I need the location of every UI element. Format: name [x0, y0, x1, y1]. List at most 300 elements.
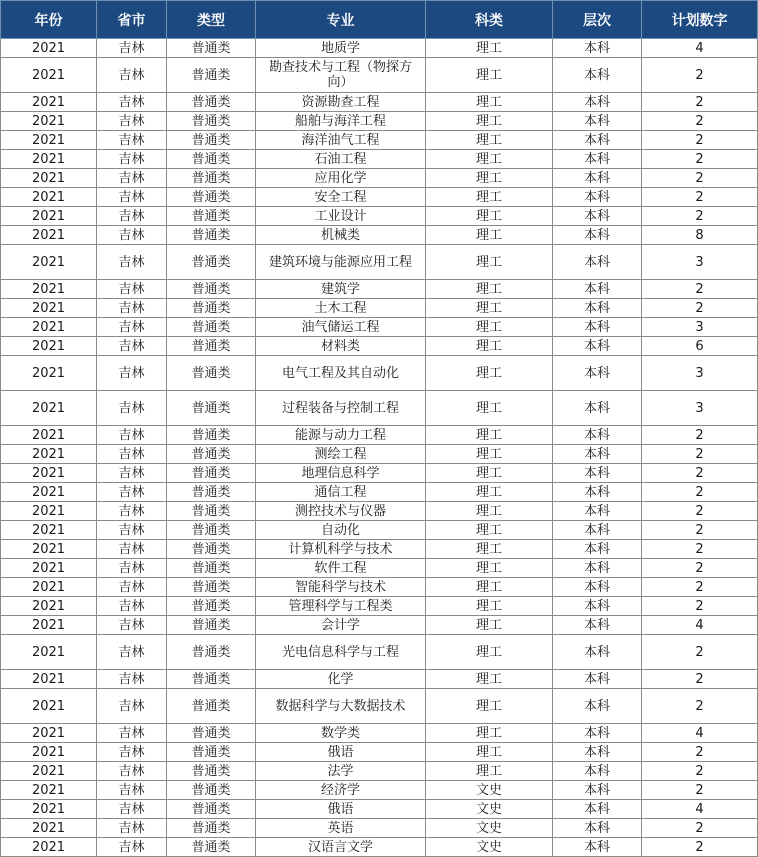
cell-year: 2021 — [1, 616, 97, 635]
cell-subject: 理工 — [426, 391, 553, 426]
cell-year: 2021 — [1, 838, 97, 857]
cell-year: 2021 — [1, 781, 97, 800]
cell-year: 2021 — [1, 800, 97, 819]
cell-subject: 理工 — [426, 318, 553, 337]
cell-subject: 理工 — [426, 743, 553, 762]
cell-level: 本科 — [553, 445, 642, 464]
cell-province: 吉林 — [97, 280, 167, 299]
cell-level: 本科 — [553, 280, 642, 299]
cell-major: 机械类 — [256, 226, 426, 245]
cell-type: 普通类 — [167, 207, 256, 226]
cell-subject: 理工 — [426, 280, 553, 299]
table-row — [1, 131, 758, 150]
cell-subject: 文史 — [426, 781, 553, 800]
cell-type: 普通类 — [167, 318, 256, 337]
cell-type: 普通类 — [167, 245, 256, 280]
cell-subject: 理工 — [426, 597, 553, 616]
cell-type: 普通类 — [167, 670, 256, 689]
cell-level: 本科 — [553, 781, 642, 800]
cell-plan-count: 2 — [642, 426, 758, 445]
cell-year: 2021 — [1, 502, 97, 521]
cell-plan-count: 2 — [642, 521, 758, 540]
cell-province: 吉林 — [97, 93, 167, 112]
table-row — [1, 299, 758, 318]
cell-year: 2021 — [1, 188, 97, 207]
cell-province: 吉林 — [97, 800, 167, 819]
cell-year: 2021 — [1, 245, 97, 280]
cell-province: 吉林 — [97, 337, 167, 356]
cell-province: 吉林 — [97, 112, 167, 131]
cell-major: 数据科学与大数据技术 — [256, 689, 426, 724]
cell-subject: 理工 — [426, 356, 553, 391]
cell-subject: 理工 — [426, 131, 553, 150]
cell-subject: 理工 — [426, 670, 553, 689]
cell-province: 吉林 — [97, 838, 167, 857]
table-header-row — [1, 1, 758, 39]
cell-type: 普通类 — [167, 445, 256, 464]
cell-level: 本科 — [553, 483, 642, 502]
cell-major: 化学 — [256, 670, 426, 689]
cell-province: 吉林 — [97, 670, 167, 689]
cell-major: 土木工程 — [256, 299, 426, 318]
cell-year: 2021 — [1, 112, 97, 131]
cell-type: 普通类 — [167, 540, 256, 559]
table-row — [1, 426, 758, 445]
header-subject: 科类 — [426, 1, 553, 39]
cell-level: 本科 — [553, 559, 642, 578]
cell-major: 船舶与海洋工程 — [256, 112, 426, 131]
cell-plan-count: 3 — [642, 356, 758, 391]
cell-level: 本科 — [553, 337, 642, 356]
header-year: 年份 — [1, 1, 97, 39]
cell-year: 2021 — [1, 426, 97, 445]
cell-major: 资源勘查工程 — [256, 93, 426, 112]
table-row — [1, 800, 758, 819]
cell-subject: 理工 — [426, 39, 553, 58]
cell-subject: 理工 — [426, 299, 553, 318]
cell-type: 普通类 — [167, 689, 256, 724]
cell-type: 普通类 — [167, 483, 256, 502]
cell-type: 普通类 — [167, 150, 256, 169]
cell-level: 本科 — [553, 93, 642, 112]
cell-level: 本科 — [553, 207, 642, 226]
cell-subject: 理工 — [426, 150, 553, 169]
cell-plan-count: 8 — [642, 226, 758, 245]
cell-province: 吉林 — [97, 781, 167, 800]
table-row — [1, 670, 758, 689]
cell-subject: 文史 — [426, 838, 553, 857]
cell-level: 本科 — [553, 464, 642, 483]
cell-subject: 理工 — [426, 464, 553, 483]
cell-year: 2021 — [1, 337, 97, 356]
cell-type: 普通类 — [167, 112, 256, 131]
cell-year: 2021 — [1, 391, 97, 426]
cell-plan-count: 2 — [642, 781, 758, 800]
cell-major: 数学类 — [256, 724, 426, 743]
cell-level: 本科 — [553, 597, 642, 616]
cell-plan-count: 2 — [642, 131, 758, 150]
cell-year: 2021 — [1, 635, 97, 670]
cell-level: 本科 — [553, 540, 642, 559]
cell-province: 吉林 — [97, 131, 167, 150]
cell-province: 吉林 — [97, 635, 167, 670]
cell-type: 普通类 — [167, 426, 256, 445]
cell-province: 吉林 — [97, 502, 167, 521]
cell-plan-count: 2 — [642, 559, 758, 578]
cell-province: 吉林 — [97, 743, 167, 762]
cell-year: 2021 — [1, 356, 97, 391]
cell-plan-count: 4 — [642, 39, 758, 58]
cell-subject: 理工 — [426, 502, 553, 521]
cell-type: 普通类 — [167, 838, 256, 857]
cell-level: 本科 — [553, 245, 642, 280]
cell-year: 2021 — [1, 819, 97, 838]
cell-year: 2021 — [1, 150, 97, 169]
cell-type: 普通类 — [167, 781, 256, 800]
cell-type: 普通类 — [167, 743, 256, 762]
cell-year: 2021 — [1, 464, 97, 483]
cell-subject: 理工 — [426, 762, 553, 781]
cell-type: 普通类 — [167, 356, 256, 391]
cell-level: 本科 — [553, 150, 642, 169]
cell-type: 普通类 — [167, 635, 256, 670]
cell-major: 电气工程及其自动化 — [256, 356, 426, 391]
cell-type: 普通类 — [167, 226, 256, 245]
cell-type: 普通类 — [167, 93, 256, 112]
cell-province: 吉林 — [97, 521, 167, 540]
cell-subject: 文史 — [426, 800, 553, 819]
table-row — [1, 391, 758, 426]
cell-level: 本科 — [553, 112, 642, 131]
cell-plan-count: 3 — [642, 318, 758, 337]
cell-major: 测绘工程 — [256, 445, 426, 464]
cell-level: 本科 — [553, 689, 642, 724]
cell-type: 普通类 — [167, 578, 256, 597]
cell-major: 应用化学 — [256, 169, 426, 188]
cell-major: 石油工程 — [256, 150, 426, 169]
cell-province: 吉林 — [97, 819, 167, 838]
cell-year: 2021 — [1, 559, 97, 578]
cell-year: 2021 — [1, 762, 97, 781]
cell-year: 2021 — [1, 743, 97, 762]
cell-level: 本科 — [553, 635, 642, 670]
cell-type: 普通类 — [167, 800, 256, 819]
cell-year: 2021 — [1, 670, 97, 689]
cell-year: 2021 — [1, 58, 97, 93]
cell-level: 本科 — [553, 838, 642, 857]
cell-type: 普通类 — [167, 502, 256, 521]
cell-province: 吉林 — [97, 559, 167, 578]
table-row — [1, 245, 758, 280]
cell-year: 2021 — [1, 318, 97, 337]
cell-type: 普通类 — [167, 391, 256, 426]
cell-plan-count: 2 — [642, 635, 758, 670]
cell-level: 本科 — [553, 521, 642, 540]
cell-province: 吉林 — [97, 689, 167, 724]
cell-year: 2021 — [1, 521, 97, 540]
cell-level: 本科 — [553, 426, 642, 445]
cell-subject: 理工 — [426, 635, 553, 670]
cell-plan-count: 2 — [642, 464, 758, 483]
cell-province: 吉林 — [97, 597, 167, 616]
cell-province: 吉林 — [97, 356, 167, 391]
cell-year: 2021 — [1, 207, 97, 226]
table-row — [1, 578, 758, 597]
cell-plan-count: 2 — [642, 743, 758, 762]
cell-province: 吉林 — [97, 245, 167, 280]
cell-plan-count: 2 — [642, 838, 758, 857]
table-row — [1, 169, 758, 188]
cell-plan-count: 4 — [642, 724, 758, 743]
cell-plan-count: 4 — [642, 616, 758, 635]
cell-level: 本科 — [553, 502, 642, 521]
cell-major: 自动化 — [256, 521, 426, 540]
cell-plan-count: 2 — [642, 483, 758, 502]
cell-major: 安全工程 — [256, 188, 426, 207]
cell-plan-count: 2 — [642, 112, 758, 131]
cell-year: 2021 — [1, 724, 97, 743]
table-row — [1, 521, 758, 540]
cell-major: 汉语言文学 — [256, 838, 426, 857]
cell-major: 勘查技术与工程（物探方向） — [256, 58, 426, 93]
cell-level: 本科 — [553, 39, 642, 58]
table-row — [1, 781, 758, 800]
cell-province: 吉林 — [97, 464, 167, 483]
cell-province: 吉林 — [97, 207, 167, 226]
cell-type: 普通类 — [167, 299, 256, 318]
cell-level: 本科 — [553, 131, 642, 150]
cell-major: 海洋油气工程 — [256, 131, 426, 150]
table-row — [1, 502, 758, 521]
cell-major: 通信工程 — [256, 483, 426, 502]
table-row — [1, 39, 758, 58]
table-row — [1, 93, 758, 112]
cell-type: 普通类 — [167, 169, 256, 188]
header-major: 专业 — [256, 1, 426, 39]
cell-type: 普通类 — [167, 464, 256, 483]
cell-subject: 理工 — [426, 689, 553, 724]
cell-plan-count: 2 — [642, 58, 758, 93]
cell-major: 地理信息科学 — [256, 464, 426, 483]
cell-type: 普通类 — [167, 58, 256, 93]
cell-year: 2021 — [1, 280, 97, 299]
cell-type: 普通类 — [167, 39, 256, 58]
cell-major: 俄语 — [256, 800, 426, 819]
cell-major: 会计学 — [256, 616, 426, 635]
cell-province: 吉林 — [97, 150, 167, 169]
table-row — [1, 337, 758, 356]
cell-level: 本科 — [553, 169, 642, 188]
cell-level: 本科 — [553, 724, 642, 743]
cell-plan-count: 3 — [642, 245, 758, 280]
cell-major: 过程装备与控制工程 — [256, 391, 426, 426]
cell-level: 本科 — [553, 58, 642, 93]
cell-province: 吉林 — [97, 318, 167, 337]
cell-province: 吉林 — [97, 616, 167, 635]
header-type: 类型 — [167, 1, 256, 39]
cell-level: 本科 — [553, 743, 642, 762]
cell-province: 吉林 — [97, 58, 167, 93]
table-row — [1, 838, 758, 857]
cell-major: 地质学 — [256, 39, 426, 58]
table-row — [1, 540, 758, 559]
cell-province: 吉林 — [97, 188, 167, 207]
cell-major: 光电信息科学与工程 — [256, 635, 426, 670]
cell-subject: 理工 — [426, 616, 553, 635]
cell-plan-count: 2 — [642, 578, 758, 597]
cell-type: 普通类 — [167, 337, 256, 356]
cell-plan-count: 2 — [642, 445, 758, 464]
cell-level: 本科 — [553, 800, 642, 819]
cell-subject: 理工 — [426, 188, 553, 207]
cell-level: 本科 — [553, 391, 642, 426]
cell-province: 吉林 — [97, 540, 167, 559]
cell-year: 2021 — [1, 578, 97, 597]
cell-plan-count: 2 — [642, 597, 758, 616]
cell-plan-count: 2 — [642, 299, 758, 318]
cell-plan-count: 2 — [642, 819, 758, 838]
table-body — [1, 39, 758, 857]
cell-subject: 理工 — [426, 483, 553, 502]
table-row — [1, 280, 758, 299]
cell-type: 普通类 — [167, 762, 256, 781]
table-row — [1, 464, 758, 483]
cell-major: 俄语 — [256, 743, 426, 762]
cell-plan-count: 4 — [642, 800, 758, 819]
cell-province: 吉林 — [97, 724, 167, 743]
cell-subject: 理工 — [426, 207, 553, 226]
cell-plan-count: 2 — [642, 207, 758, 226]
cell-year: 2021 — [1, 540, 97, 559]
cell-level: 本科 — [553, 616, 642, 635]
cell-subject: 理工 — [426, 559, 553, 578]
cell-major: 经济学 — [256, 781, 426, 800]
cell-plan-count: 2 — [642, 169, 758, 188]
cell-level: 本科 — [553, 299, 642, 318]
cell-province: 吉林 — [97, 226, 167, 245]
cell-level: 本科 — [553, 226, 642, 245]
table-row — [1, 483, 758, 502]
cell-year: 2021 — [1, 131, 97, 150]
header-plan-count: 计划数字 — [642, 1, 758, 39]
cell-subject: 理工 — [426, 226, 553, 245]
cell-level: 本科 — [553, 578, 642, 597]
cell-year: 2021 — [1, 93, 97, 112]
cell-subject: 理工 — [426, 426, 553, 445]
cell-year: 2021 — [1, 226, 97, 245]
cell-type: 普通类 — [167, 559, 256, 578]
table-row — [1, 743, 758, 762]
cell-plan-count: 2 — [642, 502, 758, 521]
cell-level: 本科 — [553, 819, 642, 838]
cell-province: 吉林 — [97, 445, 167, 464]
table-row — [1, 58, 758, 93]
cell-subject: 理工 — [426, 445, 553, 464]
cell-year: 2021 — [1, 169, 97, 188]
cell-plan-count: 2 — [642, 689, 758, 724]
cell-major: 能源与动力工程 — [256, 426, 426, 445]
cell-year: 2021 — [1, 689, 97, 724]
cell-year: 2021 — [1, 299, 97, 318]
cell-major: 管理科学与工程类 — [256, 597, 426, 616]
cell-province: 吉林 — [97, 169, 167, 188]
cell-subject: 理工 — [426, 337, 553, 356]
cell-year: 2021 — [1, 483, 97, 502]
cell-province: 吉林 — [97, 299, 167, 318]
cell-type: 普通类 — [167, 131, 256, 150]
cell-major: 工业设计 — [256, 207, 426, 226]
cell-province: 吉林 — [97, 391, 167, 426]
cell-plan-count: 2 — [642, 188, 758, 207]
cell-major: 油气储运工程 — [256, 318, 426, 337]
cell-subject: 文史 — [426, 819, 553, 838]
cell-type: 普通类 — [167, 724, 256, 743]
cell-type: 普通类 — [167, 280, 256, 299]
cell-subject: 理工 — [426, 93, 553, 112]
header-province: 省市 — [97, 1, 167, 39]
table-row — [1, 445, 758, 464]
cell-type: 普通类 — [167, 188, 256, 207]
cell-year: 2021 — [1, 597, 97, 616]
table-row — [1, 559, 758, 578]
cell-plan-count: 3 — [642, 391, 758, 426]
cell-plan-count: 2 — [642, 280, 758, 299]
table-row — [1, 226, 758, 245]
table-row — [1, 318, 758, 337]
cell-level: 本科 — [553, 762, 642, 781]
table-row — [1, 112, 758, 131]
cell-plan-count: 2 — [642, 150, 758, 169]
cell-level: 本科 — [553, 318, 642, 337]
cell-province: 吉林 — [97, 578, 167, 597]
cell-major: 计算机科学与技术 — [256, 540, 426, 559]
cell-plan-count: 2 — [642, 670, 758, 689]
cell-type: 普通类 — [167, 597, 256, 616]
cell-major: 智能科学与技术 — [256, 578, 426, 597]
table-row — [1, 150, 758, 169]
cell-plan-count: 6 — [642, 337, 758, 356]
cell-major: 建筑环境与能源应用工程 — [256, 245, 426, 280]
cell-subject: 理工 — [426, 540, 553, 559]
cell-major: 建筑学 — [256, 280, 426, 299]
cell-type: 普通类 — [167, 819, 256, 838]
cell-subject: 理工 — [426, 521, 553, 540]
cell-year: 2021 — [1, 445, 97, 464]
cell-level: 本科 — [553, 356, 642, 391]
cell-type: 普通类 — [167, 616, 256, 635]
cell-plan-count: 2 — [642, 540, 758, 559]
cell-province: 吉林 — [97, 39, 167, 58]
cell-plan-count: 2 — [642, 762, 758, 781]
cell-type: 普通类 — [167, 521, 256, 540]
cell-subject: 理工 — [426, 724, 553, 743]
table-row — [1, 689, 758, 724]
table-row — [1, 762, 758, 781]
cell-plan-count: 2 — [642, 93, 758, 112]
table-row — [1, 597, 758, 616]
table-row — [1, 188, 758, 207]
cell-level: 本科 — [553, 188, 642, 207]
cell-major: 英语 — [256, 819, 426, 838]
cell-major: 材料类 — [256, 337, 426, 356]
cell-level: 本科 — [553, 670, 642, 689]
table-row — [1, 724, 758, 743]
cell-province: 吉林 — [97, 426, 167, 445]
table-row — [1, 356, 758, 391]
table-row — [1, 616, 758, 635]
cell-subject: 理工 — [426, 578, 553, 597]
table-row — [1, 635, 758, 670]
